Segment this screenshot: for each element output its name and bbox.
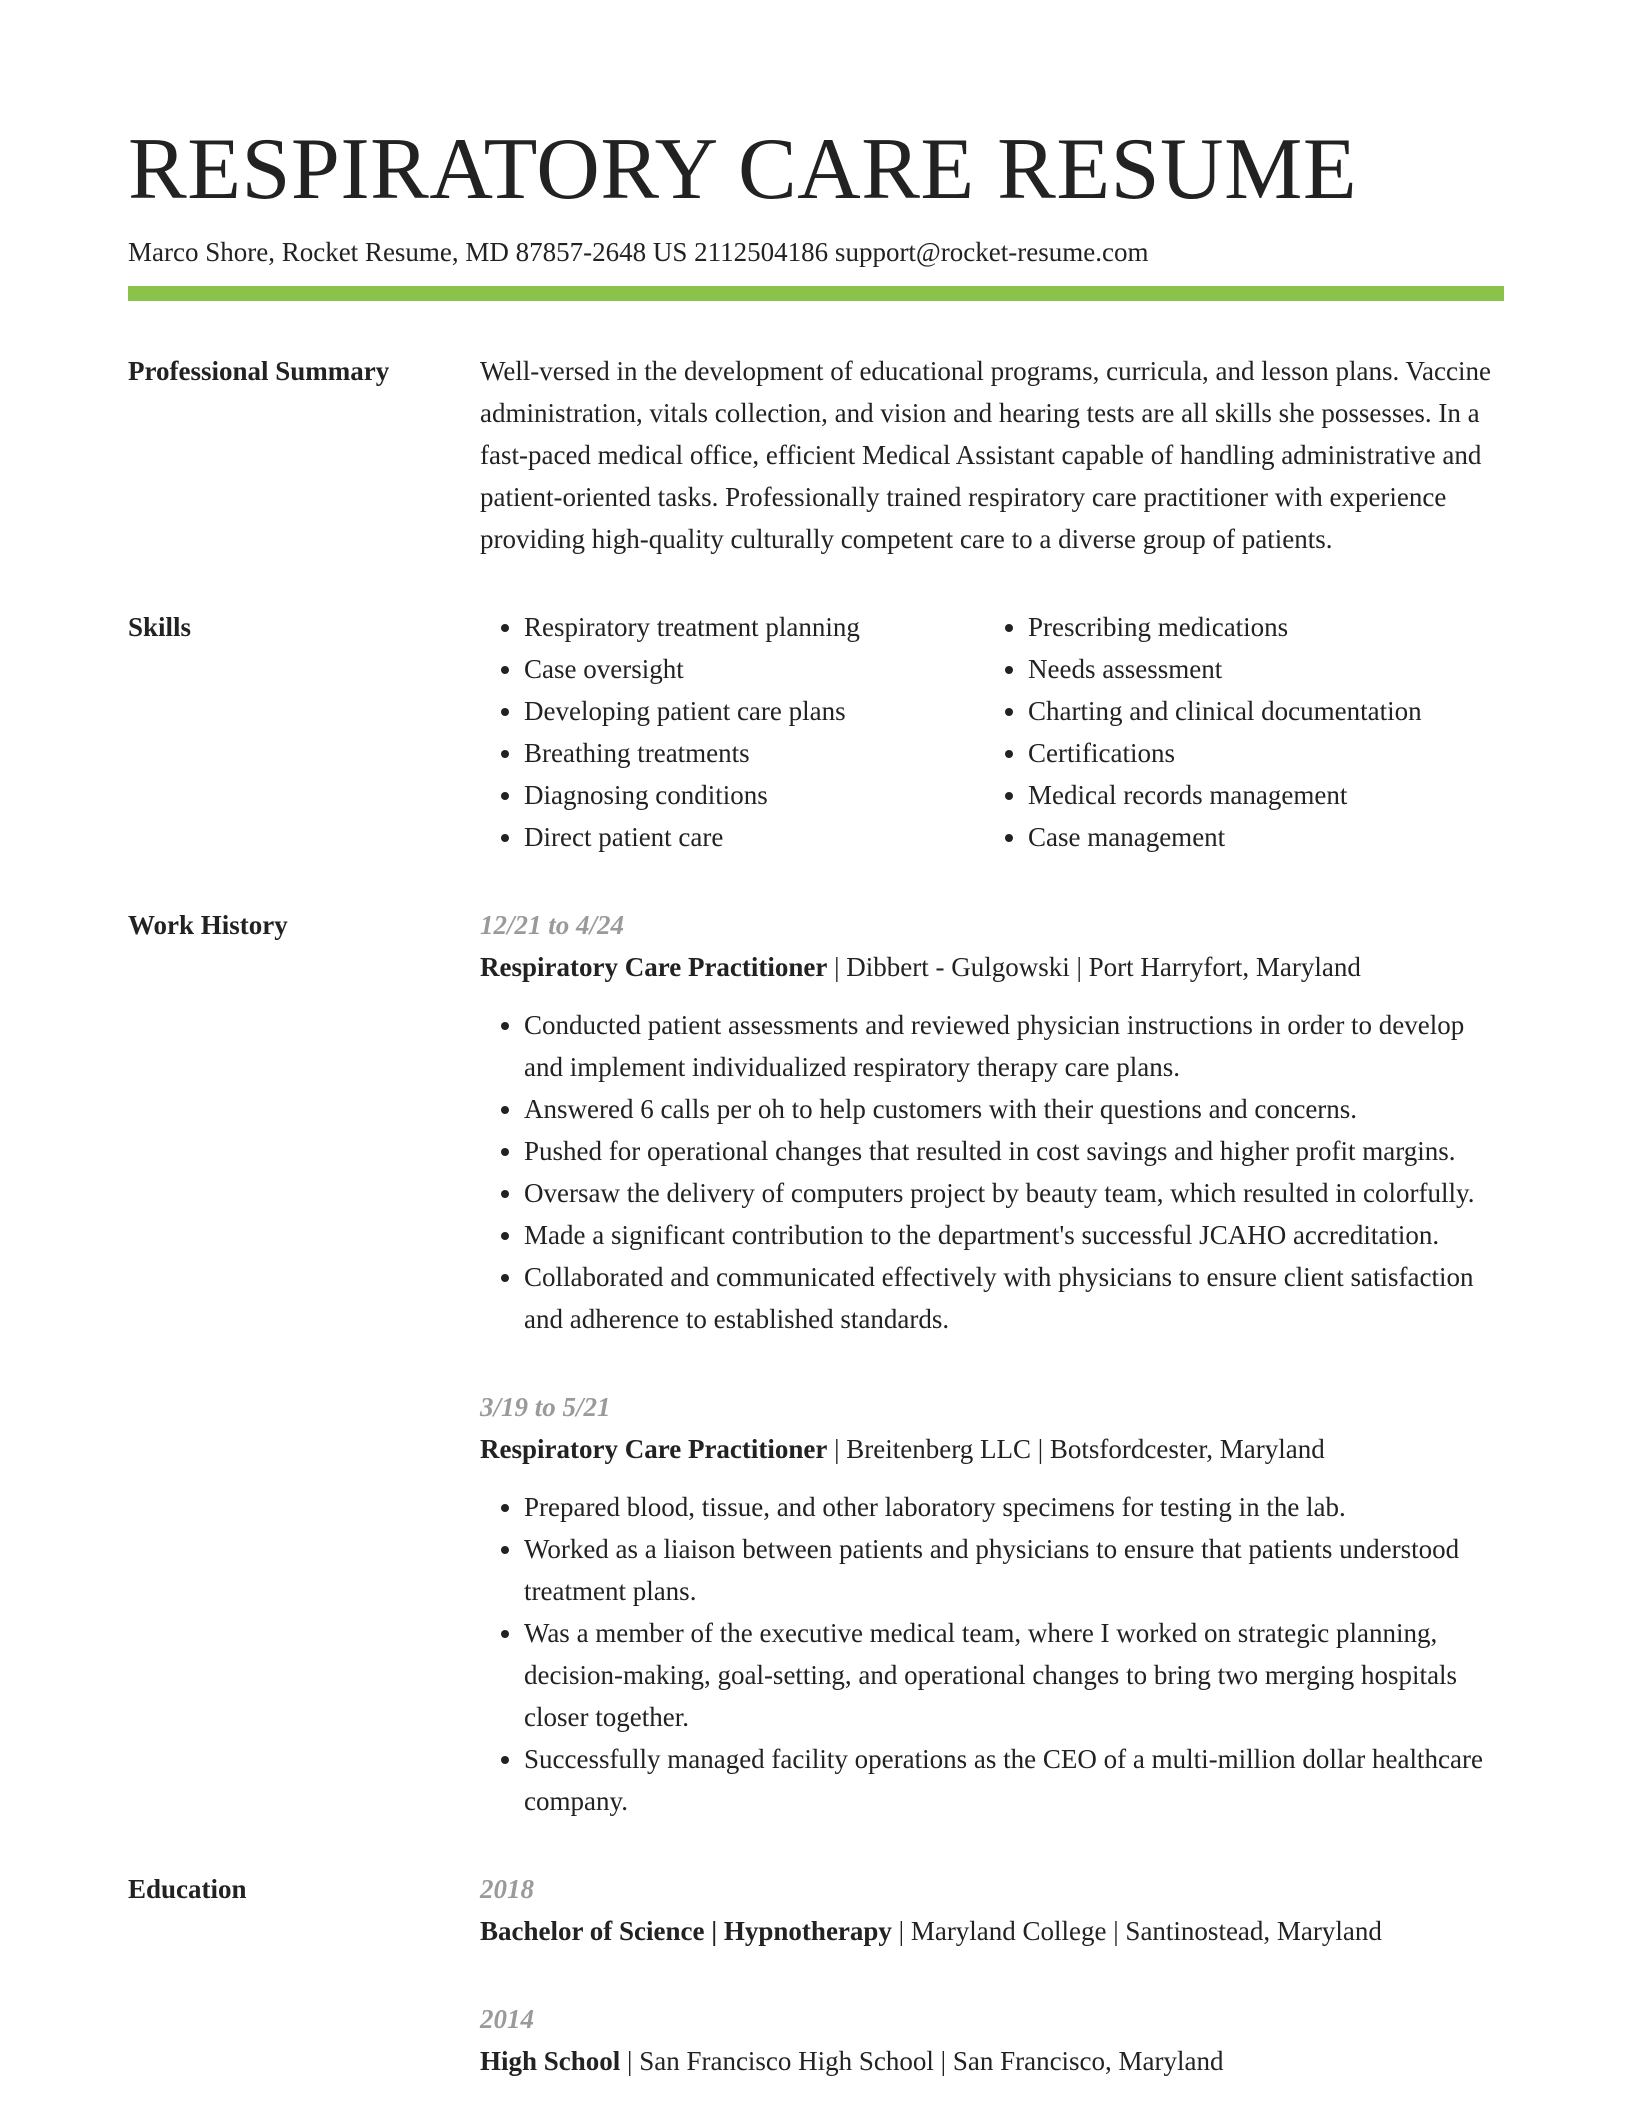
skills-column-left — [480, 606, 984, 858]
section-label-summary: Professional Summary — [128, 356, 390, 386]
education-degree: Bachelor of Science | Hypnotherapy — [480, 1916, 892, 1946]
job-entry — [480, 904, 1504, 1340]
job-bullet: • Pushed for operational changes that resulted in cost savings and higher profit margins. — [524, 1130, 1504, 1172]
job-bullet: • Prepared blood, tissue, and other laboratory specimens for testing in the lab. — [524, 1486, 1504, 1528]
skill-item: • Respiratory treatment planning — [524, 606, 984, 648]
education-content — [480, 1868, 1504, 2128]
education-school-location: | San Francisco High School | San Francisco, Maryland — [620, 2046, 1224, 2076]
skill-item: • Medical records management — [1028, 774, 1488, 816]
job-dates: 12/21 to 4/24 — [480, 910, 625, 940]
skills-list-right — [984, 606, 1488, 858]
resume-title: RESPIRATORY CARE RESUME — [128, 121, 1358, 218]
job-heading — [480, 1428, 1504, 1470]
job-bullet: • Was a member of the executive medical team, where I worked on strategic planning, decision-making, goal-setting, and operational changes to bring two merging hospitals closer together. — [524, 1612, 1504, 1738]
summary-content — [480, 350, 1504, 560]
skill-item: • Charting and clinical documentation — [1028, 690, 1488, 732]
education-heading — [480, 1910, 1504, 1952]
section-label-skills: Skills — [128, 612, 192, 642]
work-history-section — [128, 904, 1504, 1822]
skill-item: • Direct patient care — [524, 816, 984, 858]
skills-section — [128, 606, 1504, 858]
skill-item: • Developing patient care plans — [524, 690, 984, 732]
professional-summary-section — [128, 350, 1504, 560]
job-heading — [480, 946, 1504, 988]
job-employer-location: | Breitenberg LLC | Botsfordcester, Maryland — [827, 1434, 1325, 1464]
job-dates: 3/19 to 5/21 — [480, 1392, 611, 1422]
education-year: 2014 — [480, 2004, 534, 2034]
job-bullet: • Collaborated and communicated effectively with physicians to ensure client satisfaction and adherence to established standards. — [524, 1256, 1504, 1340]
job-bullet: • Conducted patient assessments and reviewed physician instructions in order to develop and implement individualized respiratory therapy care plans. — [524, 1004, 1504, 1088]
education-year: 2018 — [480, 1874, 534, 1904]
job-employer-location: | Dibbert - Gulgowski | Port Harryfort, Maryland — [827, 952, 1361, 982]
job-title: Respiratory Care Practitioner — [480, 952, 828, 982]
education-entry — [480, 1868, 1504, 1952]
skill-item: • Case oversight — [524, 648, 984, 690]
skill-item: • Diagnosing conditions — [524, 774, 984, 816]
education-entry — [480, 1998, 1504, 2082]
section-label-work-history: Work History — [128, 910, 288, 940]
education-heading — [480, 2040, 1504, 2082]
skill-item: • Breathing treatments — [524, 732, 984, 774]
job-bullet: • Made a significant contribution to the department's successful JCAHO accreditation. — [524, 1214, 1504, 1256]
job-bullet: • Successfully managed facility operations as the CEO of a multi-million dollar healthcare company. — [524, 1738, 1504, 1822]
job-bullets — [480, 1486, 1504, 1822]
contact-info: Marco Shore, Rocket Resume, MD 87857-2648 US 2112504186 support@rocket-resume.com — [128, 237, 1149, 267]
skills-list-left — [480, 606, 984, 858]
skills-grid — [480, 606, 1504, 858]
job-bullet: • Worked as a liaison between patients and physicians to ensure that patients understood treatment plans. — [524, 1528, 1504, 1612]
education-degree: High School — [480, 2046, 621, 2076]
skill-item: • Case management — [1028, 816, 1488, 858]
education-school-location: | Maryland College | Santinostead, Maryland — [891, 1916, 1382, 1946]
accent-divider — [128, 286, 1504, 301]
work-history-content — [480, 904, 1504, 1822]
education-section — [128, 1868, 1504, 2128]
skill-item: • Prescribing medications — [1028, 606, 1488, 648]
skill-item: • Needs assessment — [1028, 648, 1488, 690]
job-bullets — [480, 1004, 1504, 1340]
job-bullet: • Oversaw the delivery of computers project by beauty team, which resulted in colorfully. — [524, 1172, 1504, 1214]
job-bullet: • Answered 6 calls per oh to help customers with their questions and concerns. — [524, 1088, 1504, 1130]
resume-page — [128, 0, 1504, 2128]
section-label-education: Education — [128, 1874, 247, 1904]
skill-item: • Certifications — [1028, 732, 1488, 774]
summary-text: Well-versed in the development of educational programs, curricula, and lesson plans. Vaccine administration, vitals collection, and vision and hearing tests are all skills she possesses. In a fast-paced medical office, efficient Medical Assistant capable of handling administrative and patient-oriented tasks. Professionally trained respiratory care practitioner with experience providing high-quality culturally competent care to a diverse group of patients. — [480, 356, 1491, 554]
skills-column-right — [984, 606, 1488, 858]
job-title: Respiratory Care Practitioner — [480, 1434, 828, 1464]
job-entry — [480, 1386, 1504, 1822]
